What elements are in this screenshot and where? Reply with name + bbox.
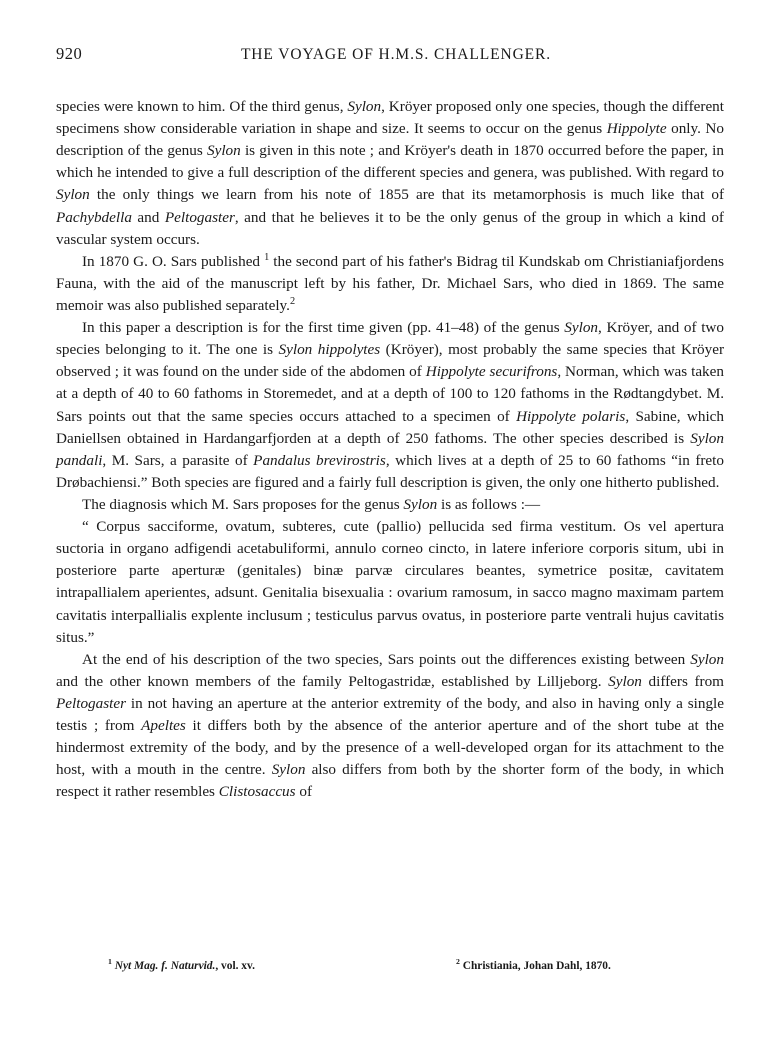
body-text [56,96,724,804]
paragraph-6: At the end of his description of the two species, Sars points out the differences existing between Sylon and the other known members of the family Peltogastridæ, established by Lilljeborg. Sylon differs from Peltogaster in not having an aperture at the anterior extremity of the body, and also in having only a single testis ; from Apeltes it differs both by the absence of the anterior aperture and of the short tube at the hindermost extremity of the body, and by the presence of a well-developed organ for its attachment to the host, with a mouth in the centre. Sylon also differs from both by the shorter form of the body, in which respect it rather resembles Clistosaccus of [56,650,724,801]
footnote-1: $^1$ Nyt Mag. f. Naturvid., vol. xv. [108,957,255,972]
running-title: THE VOYAGE OF H.M.S. CHALLENGER. [240,46,552,63]
paragraph-2: In 1870 G. O. Sars published $^1$ the second part of his father's Bidrag til Kundskab om Christianiafjordens Fauna, with the aid of the manuscript left by his father, Dr. Michael Sars, who died in 1869. The same memoir was also published separately.$^2$ [56,251,724,314]
footnote-area [56,957,724,972]
footnote-2: $^2$ Christiania, Johan Dahl, 1870. [456,957,611,972]
paragraph-5: “ Corpus sacciforme, ovatum, subteres, cute (pallio) pellucida sed firma vestitum. Os vel apertura suctoria in organo adfigendi acetabuliformi, annulo corneo cincto, in latere inferiore corporis situm, ubi in posteriore parte aperturæ (genitales) binæ parvæ circulares beantes, symetrice positæ, cavitatem intrapallialem aperientes, adsunt. Genitalia bisexualia : ovarium ramosum, in sacco magno maximam partem cavitatis interpallialis explente inclusum ; testiculus parvus ovatus, in posteriore parte ventrali hujus cavitatis situs.” [56,518,724,646]
page-number: 920 [56,44,83,63]
page-header [56,44,724,70]
paragraph-4: The diagnosis which M. Sars proposes for the genus Sylon is as follows :— [82,495,541,513]
paragraph-3: In this paper a description is for the first time given (pp. 41–48) of the genus Sylon, Kröyer, and of two species belonging to it. The one is Sylon hippolytes (Kröyer), most probably the same species that Kröyer observed ; it was found on the under side of the abdomen of Hippolyte securifrons, Norman, which was taken at a depth of 40 to 60 fathoms in Storemedet, and at a depth of 100 to 120 fathoms in the Rødtangdybet. M. Sars points out that the same species occurs attached to a specimen of Hippolyte polaris, Sabine, which Daniellsen obtained in Hardangarfjorden at a depth of 250 fathoms. The other species described is Sylon pandali, M. Sars, a parasite of Pandalus brevirostris, which lives at a depth of 25 to 60 fathoms “in freto Drøbachiensi.” Both species are figured and a fairly full description is given, the only one hitherto published. [56,319,725,491]
paragraph-1: species were known to him. Of the third genus, Sylon, Kröyer proposed only one species, though the different specimens show considerable variation in shape and size. It seems to occur on the genus Hippolyte only. No description of the genus Sylon is given in this note ; and Kröyer's death in 1870 occurred before the paper, in which he intended to give a full description of the different species and genera, was published. With regard to Sylon the only things we learn from his note of 1855 are that its metamorphosis is much like that of Pachybdella and Peltogaster, and that he believes it to be the only genus of the group in which a kind of vascular system occurs. [56,98,724,248]
